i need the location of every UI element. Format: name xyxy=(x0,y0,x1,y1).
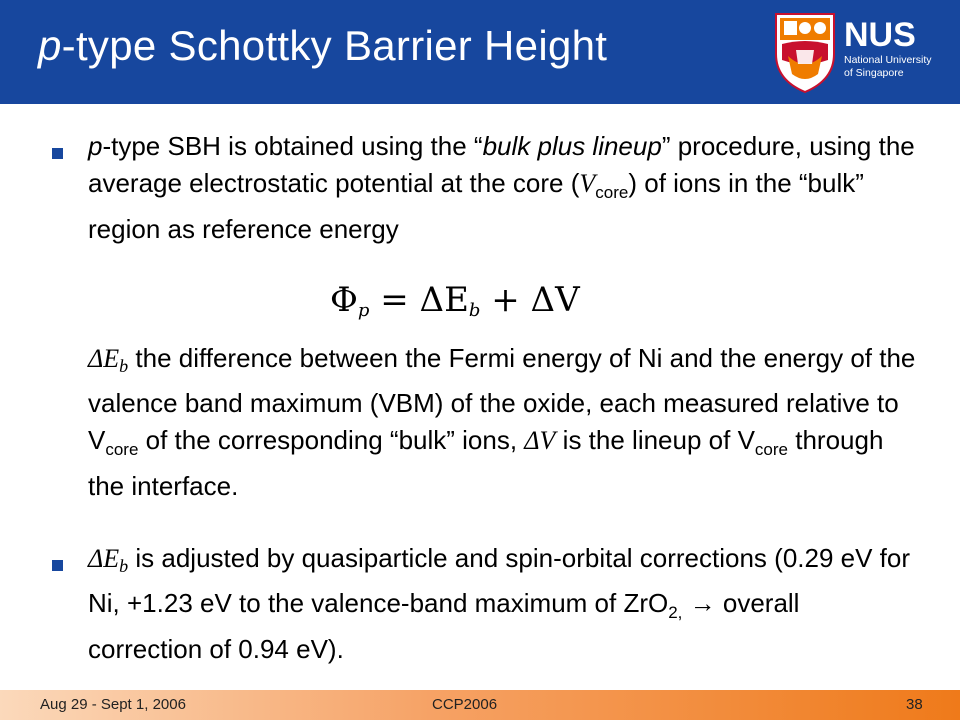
b1-v-sub: core xyxy=(595,183,629,202)
eq-rhs-sub: b xyxy=(468,300,481,321)
slide-title xyxy=(38,22,607,70)
def-text-d: through the interface. xyxy=(88,425,884,501)
bullet-marker-2 xyxy=(52,560,63,571)
eq-phi-sub: p xyxy=(357,300,370,321)
def-delta-e-sub: b xyxy=(119,356,129,376)
bullet-2-text xyxy=(88,540,918,668)
page-number: 38 xyxy=(906,696,923,713)
footer-date: Aug 29 - Sept 1, 2006 xyxy=(40,696,186,713)
b1-text-a: -type SBH is obtained using the “ xyxy=(102,131,483,161)
title-text: -type Schottky Barrier Height xyxy=(61,22,608,69)
def-sub-2: core xyxy=(754,440,788,459)
def-text-c: is the lineup of V xyxy=(555,425,755,455)
logo-line2: of Singapore xyxy=(844,67,904,79)
eq-rhs: = ΔE xyxy=(380,280,469,320)
b1-text-b: ” procedure, using the average electrostatic potential at the core ( xyxy=(88,131,915,198)
right-arrow-icon: → xyxy=(682,588,723,618)
b2-delta-e: ΔE xyxy=(88,544,120,573)
footer-conference: CCP2006 xyxy=(432,696,498,713)
footer-bar xyxy=(0,690,960,720)
def-delta-e: ΔE xyxy=(88,344,120,373)
def-text-a: the difference between the Fermi energy of Ni and the energy of the valence band maximum (VBM) of the oxide, each measured relative to V xyxy=(88,343,916,455)
eq-phi: Φ xyxy=(330,280,358,320)
b2-text-b: overall correction of 0.94 eV). xyxy=(88,588,800,664)
b2-delta-e-sub: b xyxy=(119,556,129,576)
title-italic-p: p xyxy=(38,22,62,69)
def-sub-1: core xyxy=(105,440,139,459)
b1-v-symbol: V xyxy=(579,169,596,198)
sbh-equation xyxy=(330,280,580,321)
b1-text-c: ) of ions in the “bulk” region as reference energy xyxy=(88,168,864,244)
italic-p: p xyxy=(88,131,103,161)
nus-logo xyxy=(772,8,942,96)
definition-text xyxy=(88,340,918,505)
b2-zro2-sub: 2, xyxy=(668,603,683,622)
b2-text-a: is adjusted by quasiparticle and spin-orbital corrections (0.29 eV for Ni, +1.23 eV to the valence-band maximum of ZrO xyxy=(88,543,911,618)
logo-line1: National University xyxy=(844,54,932,66)
def-delta-v: ΔV xyxy=(524,426,556,455)
bullet-marker-1 xyxy=(52,148,63,159)
title-banner xyxy=(0,0,960,104)
def-text-b: of the corresponding “bulk” ions, xyxy=(138,425,525,455)
b1-emphasis: bulk plus lineup xyxy=(482,131,662,161)
eq-tail: + ΔV xyxy=(480,280,580,320)
bullet-1-text xyxy=(88,128,918,248)
logo-nus-text: NUS xyxy=(844,16,916,54)
